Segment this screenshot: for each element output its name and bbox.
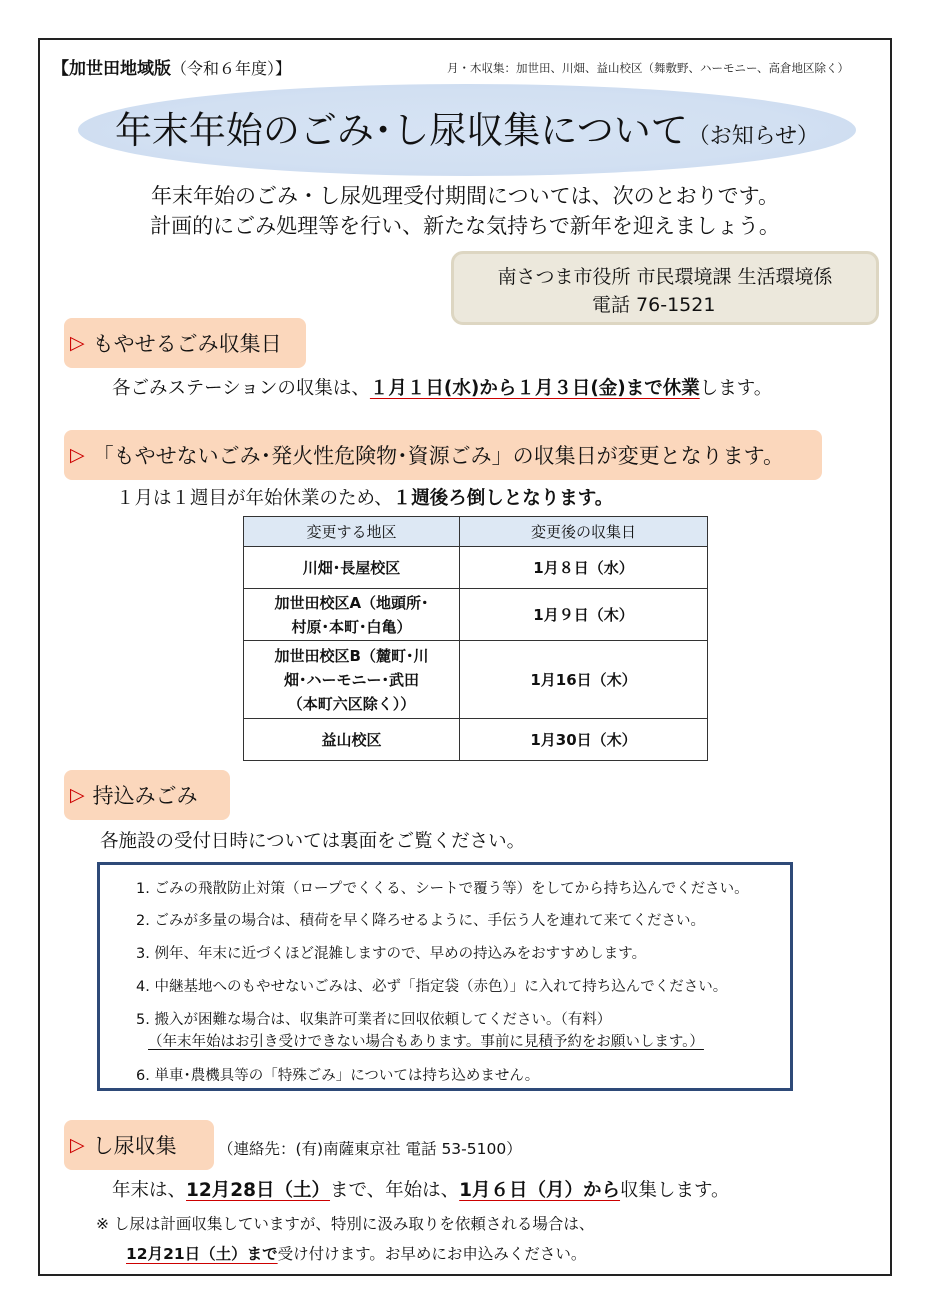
nonburnable-text-pre: １月は１週目が年始休業のため、 [116,488,393,509]
nonburnable-text-bold: １週後ろ倒しとなります。 [392,488,614,509]
section-nightsoil-title: し尿収集 [92,1134,177,1158]
area-line: 加世田校区A（地頭所･ [274,593,429,612]
notice-item: 1. ごみの飛散防止対策（ロープでくくる、シートで覆う等）をしてから持ち込んでください。 [136,881,749,897]
area-line: 加世田校区B（麓町･川 [274,646,429,665]
notice-item: 6. 単車･農機具等の「特殊ごみ」については持ち込めません。 [136,1068,540,1084]
burnable-text [112,374,772,400]
burnable-text-post: します。 [699,378,773,399]
notice-item: 3. 例年、年末に近づくほど混雑しますので、早めの持込みをおすすめします。 [136,946,647,962]
triangle-icon: ▷ [70,332,85,354]
triangle-icon: ▷ [70,1134,85,1156]
selfhaul-notice-box [97,862,793,1091]
selfhaul-text: 各施設の受付日時については裏面をご覧ください。 [100,831,526,852]
area-line: 川畑･長屋校区 [302,558,401,577]
nightsoil-t3: まで、年始は、 [330,1180,460,1201]
section-selfhaul-heading [64,770,230,820]
notice-item: 2. ごみが多量の場合は、積荷を早く降ろせるように、手伝う人を連れて来てください。 [136,913,706,929]
section-nightsoil-heading [64,1120,214,1170]
intro-line-2: 計画的にごみ処理等を行い、新たな気持ちで新年を迎えましょう。 [150,214,780,238]
nightsoil-new-year-date: 1月６日（月）から [459,1180,621,1201]
table-cell-area [244,641,460,719]
edition-name: 【加世田地域版 [52,59,171,79]
triangle-icon: ▷ [70,444,85,466]
table-cell-date: 1月16日（木） [460,641,708,719]
nightsoil-note-rest: 受け付けます。お早めにお申込みください。 [277,1245,587,1263]
area-line: 畑･ハーモニー･武田 [283,670,419,689]
collection-area-note: 月・木収集：加世田、川畑、益山校区（舞敷野、ハーモニー、高倉地区除く） [447,61,850,75]
section-burnable-heading [64,318,306,368]
edition-year: （令和６年度）】 [171,59,292,78]
intro-line-1: 年末年始のごみ・し尿処理受付期間については、次のとおりです。 [151,184,779,208]
contact-phone: 電話 76-1521 [592,294,716,316]
page-title [78,100,856,154]
title-sub: （お知らせ） [687,124,820,149]
contact-box [451,251,879,325]
notice-item: 4. 中継基地へのもやせないごみは、必ず「指定袋（赤色）」に入れて持ち込んでください。 [136,979,728,995]
section-nonburnable-heading [64,430,822,480]
triangle-icon: ▷ [70,784,85,806]
table-header-area: 変更する地区 [244,517,460,547]
section-selfhaul-title: 持込みごみ [92,784,198,808]
table-cell-area [244,547,460,589]
nightsoil-t5: 収集します。 [620,1180,730,1201]
table-cell-area [244,719,460,761]
burnable-text-pre: 各ごみステーションの収集は、 [112,378,370,399]
table-cell-date: 1月９日（木） [460,589,708,641]
area-line: 村原･本町･白亀） [291,617,412,636]
notice-item: 5. 搬入が困難な場合は、収集許可業者に回収依頼してください。（有料） [136,1012,612,1028]
nightsoil-t1: 年末は、 [112,1180,187,1201]
area-line: 益山校区 [321,730,382,749]
nightsoil-deadline: 12月21日（土）まで [126,1245,278,1263]
nightsoil-note-1: ※ し尿は計画収集していますが、特別に汲み取りを依頼される場合は、 [96,1215,595,1233]
title-main: 年末年始のごみ･し尿収集について [114,109,688,152]
contact-office: 南さつま市役所 市民環境課 生活環境係 [497,266,833,288]
nightsoil-note-2 [126,1242,586,1264]
nonburnable-text [116,484,613,510]
schedule-table [243,516,708,761]
table-cell-date: 1月８日（水） [460,547,708,589]
table-header-row [244,517,708,547]
table-row [244,589,708,641]
table-header-date: 変更後の収集日 [460,517,708,547]
table-row [244,547,708,589]
burnable-text-bold: １月１日(水)から１月３日(金)まで休業 [369,378,700,399]
table-row [244,641,708,719]
table-cell-date: 1月30日（木） [460,719,708,761]
section-burnable-title: もやせるごみ収集日 [92,332,282,356]
notice-item-sub: （年末年始はお引き受けできない場合もあります。事前に見積予約をお願いします。） [148,1034,704,1050]
area-line: （本町六区除く）） [287,694,416,713]
nightsoil-contact: （連絡先：(有)南薩東京社 電話 53-5100） [218,1140,522,1158]
nightsoil-schedule [112,1176,730,1202]
nightsoil-year-end-date: 12月28日（土） [186,1180,331,1201]
table-cell-area [244,589,460,641]
section-nonburnable-title: 「もやせないごみ･発火性危険物･資源ごみ」の収集日が変更となります。 [92,444,784,468]
table-row [244,719,708,761]
edition-label [52,54,291,79]
